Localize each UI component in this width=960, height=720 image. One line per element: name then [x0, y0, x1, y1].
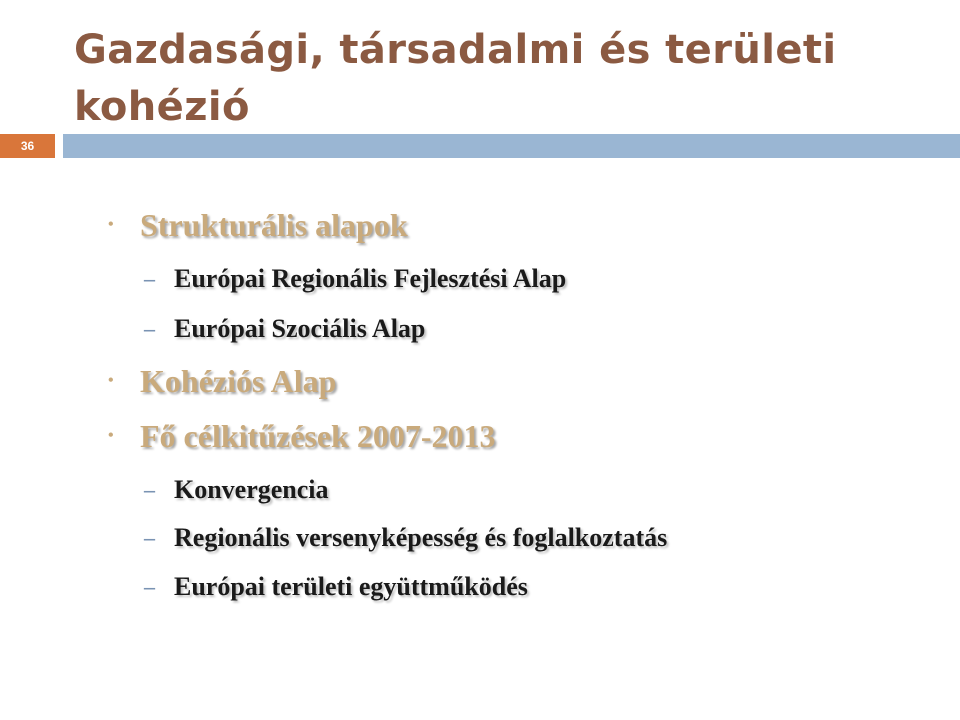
bullet-icon: • [108, 372, 114, 389]
slide-title: Gazdasági, társadalmi és területi kohézió [74, 27, 837, 130]
sub-bullet-label: Regionális versenyképesség és foglalkoztatás [174, 523, 668, 552]
sub-bullet-label: Konvergencia [174, 475, 329, 504]
dash-icon: – [144, 525, 155, 550]
bullet-label: Strukturális alapok [140, 207, 408, 243]
dash-icon: – [144, 574, 155, 599]
bullet-label: Fő célkitűzések 2007-2013 [140, 418, 496, 454]
dash-icon: – [144, 266, 155, 291]
dash-icon: – [144, 477, 155, 502]
dash-icon: – [144, 316, 155, 341]
bullet-icon: • [108, 427, 114, 444]
bullet-label: Kohéziós Alap [140, 363, 337, 399]
slide-number: 36 [0, 134, 55, 158]
sub-bullet-label: Európai területi együttműködés [174, 572, 528, 601]
sub-bullet-label: Európai Regionális Fejlesztési Alap [174, 264, 567, 293]
bullet-icon: • [108, 216, 114, 233]
sub-bullet-label: Európai Szociális Alap [174, 314, 426, 343]
